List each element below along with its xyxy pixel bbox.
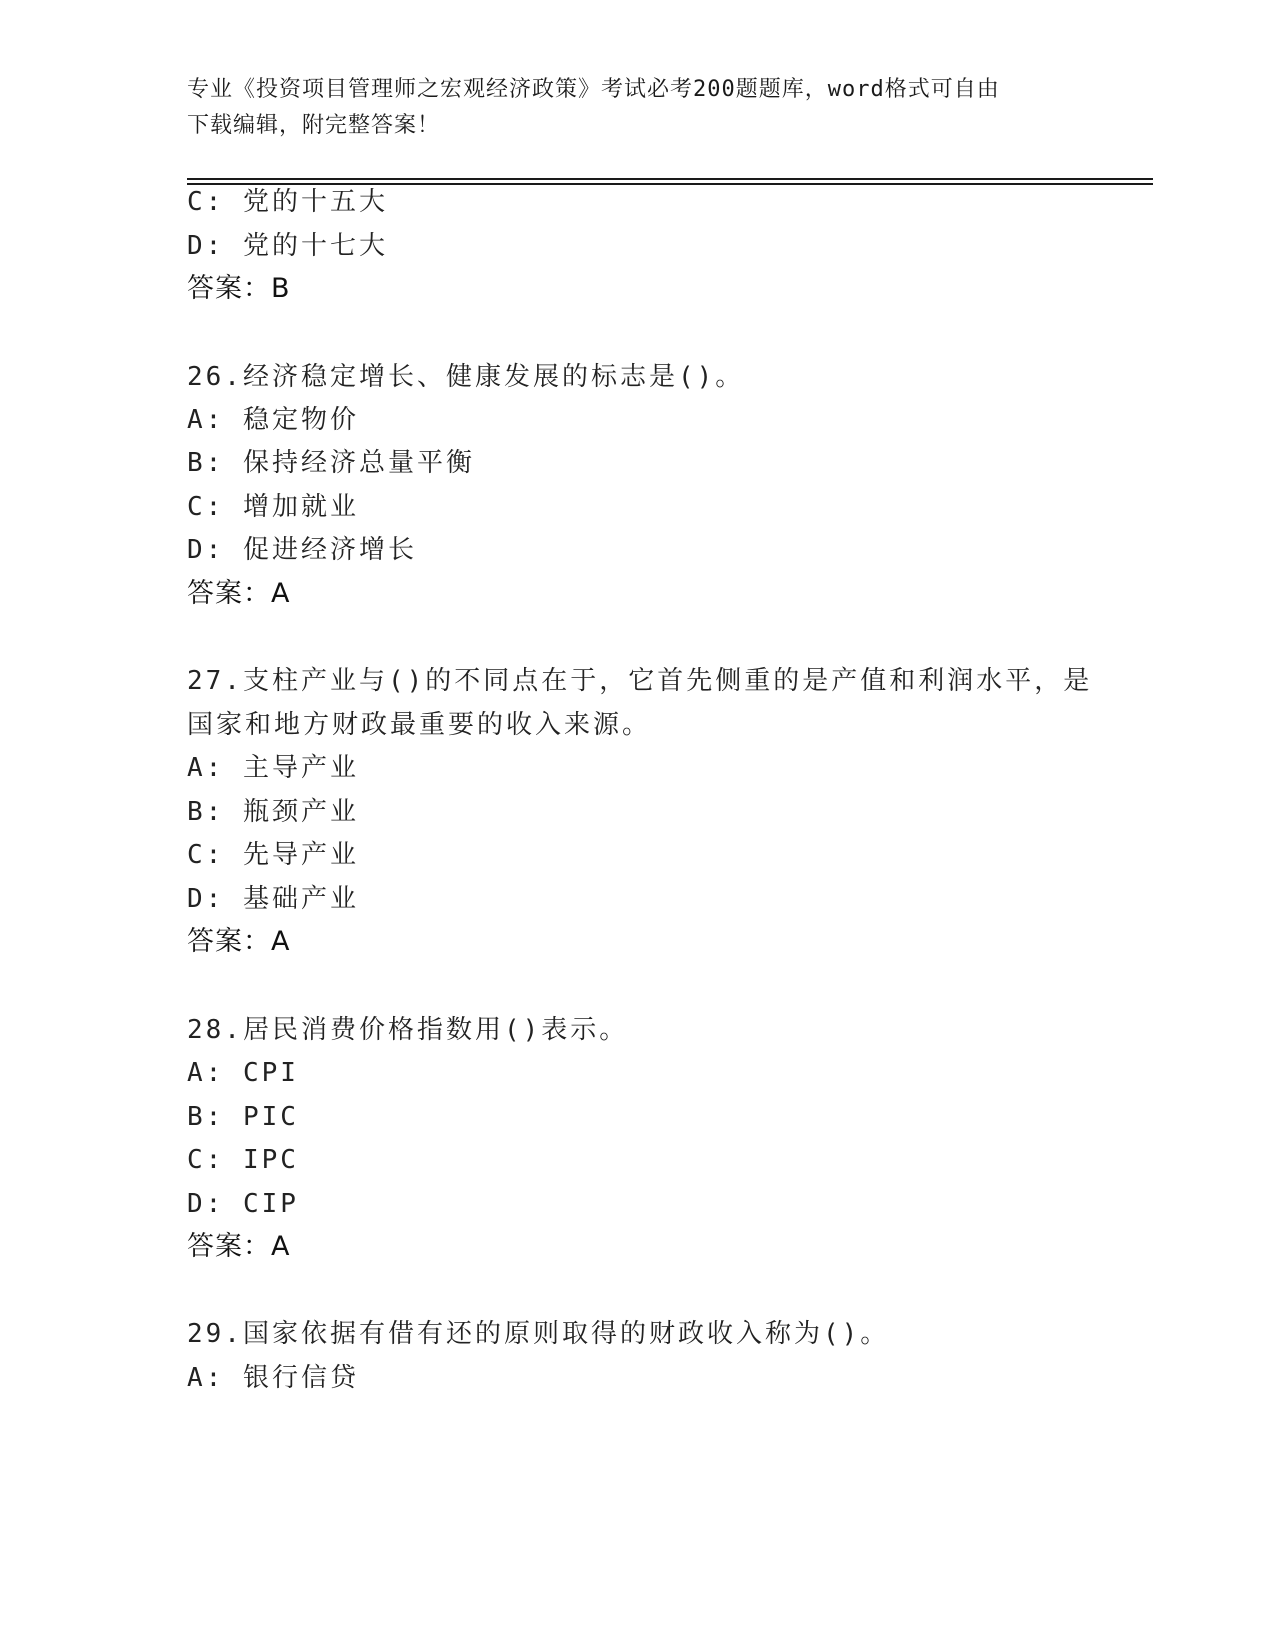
q29-question: 29.国家依据有借有还的原则取得的财政收入称为()。 [187, 1319, 890, 1349]
q28-option-b: B: PIC [187, 1102, 299, 1132]
q27-option-c: C: 先导产业 [187, 840, 359, 870]
q28-question: 28.居民消费价格指数用()表示。 [187, 1015, 629, 1045]
q26-option-c: C: 增加就业 [187, 492, 359, 522]
q26-option-d: D: 促进经济增长 [187, 535, 417, 565]
q26-answer: 答案：A [187, 578, 291, 609]
q27-question-line-1: 27.支柱产业与()的不同点在于，它首先侧重的是产值和利润水平，是 [187, 666, 1093, 696]
q25-option-c: C: 党的十五大 [187, 187, 388, 217]
q26-option-a: A: 稳定物价 [187, 405, 359, 435]
q28-option-a: A: CPI [187, 1058, 299, 1088]
q28-option-c: C: IPC [187, 1145, 299, 1175]
q29-option-a: A: 银行信贷 [187, 1363, 359, 1393]
q27-option-a: A: 主导产业 [187, 753, 359, 783]
header-line-1: 专业《投资项目管理师之宏观经济政策》考试必考200题题库，word格式可自由 [187, 77, 1000, 102]
header-divider-top [187, 178, 1153, 180]
q26-question: 26.经济稳定增长、健康发展的标志是()。 [187, 362, 745, 392]
q27-answer: 答案：A [187, 926, 291, 957]
q28-answer: 答案：A [187, 1231, 291, 1262]
document-header [187, 72, 1087, 144]
header-line-2: 下载编辑，附完整答案！ [187, 113, 441, 138]
q25-answer: 答案：B [187, 273, 291, 304]
q27-question-line-2: 国家和地方财政最重要的收入来源。 [187, 710, 652, 740]
q25-option-d: D: 党的十七大 [187, 231, 388, 261]
q28-option-d: D: CIP [187, 1189, 299, 1219]
q26-option-b: B: 保持经济总量平衡 [187, 448, 475, 478]
q27-option-d: D: 基础产业 [187, 884, 359, 914]
q27-option-b: B: 瓶颈产业 [187, 797, 359, 827]
